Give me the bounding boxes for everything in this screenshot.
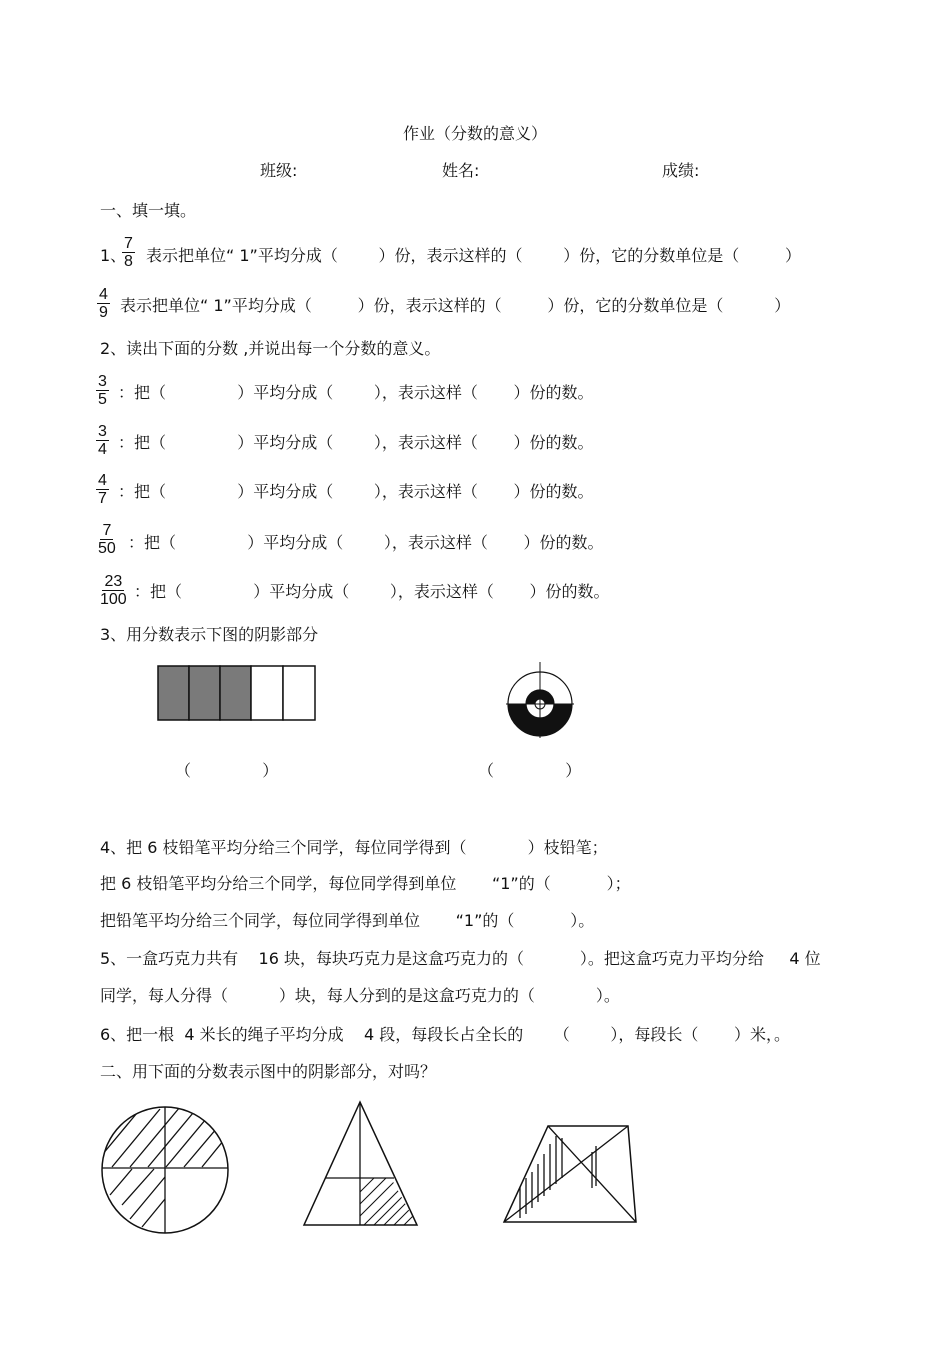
q2-heading: 2、读出下面的分数 ,并说出每一个分数的意义。 bbox=[100, 339, 441, 358]
fraction-numerator: 7 bbox=[102, 522, 112, 539]
fraction-denominator: 50 bbox=[98, 540, 116, 557]
q2-fraction bbox=[96, 522, 118, 557]
fraction-numerator: 4 bbox=[99, 286, 108, 303]
fraction-numerator: 3 bbox=[98, 373, 107, 390]
q2-item-text: ：把（ ）平均分成（ ），表示这样（ ）份的数。 bbox=[128, 533, 604, 552]
q1-fraction-2 bbox=[97, 286, 110, 321]
section-one-heading: 一、填一填。 bbox=[100, 201, 197, 220]
fraction-denominator: 4 bbox=[98, 441, 107, 458]
q3-answer-blank-2: （ ） bbox=[478, 761, 582, 780]
q1-fraction-1 bbox=[122, 235, 135, 270]
q1-prefix: 1、 bbox=[100, 246, 127, 265]
q2-fraction bbox=[96, 472, 109, 507]
shaded-circle-figure bbox=[503, 662, 579, 738]
q2-item-text: ：把（ ）平均分成（ ），表示这样（ ）份的数。 bbox=[118, 383, 594, 402]
section-two-heading: 二、用下面的分数表示图中的阴影部分，对吗？ bbox=[100, 1062, 437, 1081]
fraction-numerator: 3 bbox=[98, 423, 107, 440]
hatched-circle-figure bbox=[100, 1105, 230, 1235]
fraction-numerator: 4 bbox=[98, 472, 107, 489]
q2-fraction bbox=[96, 423, 109, 458]
fraction-numerator: 23 bbox=[104, 573, 123, 590]
q1-text-2: 表示把单位“ 1”平均分成（ ）份，表示这样的（ ）份，它的分数单位是（ ） bbox=[120, 296, 791, 315]
q2-item-text: ：把（ ）平均分成（ ），表示这样（ ）份的数。 bbox=[118, 482, 594, 501]
q2-fraction bbox=[98, 573, 129, 608]
class-label: 班级: bbox=[260, 161, 298, 180]
score-label: 成绩: bbox=[662, 161, 700, 180]
q5-line-1: 5、一盒巧克力共有 16 块，每块巧克力是这盒巧克力的（ ）。把这盒巧克力平均分给 4 位 bbox=[100, 949, 821, 968]
fraction-denominator: 9 bbox=[99, 304, 108, 321]
hatched-triangle-figure bbox=[302, 1100, 422, 1230]
q2-item-text: ：把（ ）平均分成（ ），表示这样（ ）份的数。 bbox=[118, 433, 594, 452]
q2-fraction bbox=[96, 373, 109, 408]
fraction-denominator: 5 bbox=[98, 391, 107, 408]
q4-line-1: 4、把 6 枝铅笔平均分给三个同学，每位同学得到（ ）枝铅笔； bbox=[100, 838, 608, 857]
q3-heading: 3、用分数表示下图的阴影部分 bbox=[100, 625, 319, 644]
page-title: 作业（分数的意义） bbox=[402, 124, 547, 143]
q4-line-3: 把铅笔平均分给三个同学，每位同学得到单位 “1”的（ ）。 bbox=[100, 911, 595, 930]
fraction-denominator: 100 bbox=[100, 591, 127, 608]
name-label: 姓名: bbox=[442, 161, 480, 180]
shaded-rectangle-figure bbox=[157, 665, 317, 721]
q3-answer-blank-1: （ ） bbox=[175, 761, 279, 780]
q5-line-2: 同学，每人分得（ ）块，每人分到的是这盒巧克力的（ ）。 bbox=[100, 986, 620, 1005]
fraction-denominator: 8 bbox=[124, 253, 133, 270]
hatched-trapezoid-figure bbox=[500, 1122, 640, 1226]
q6-line-1: 6、把一根 4 米长的绳子平均分成 4 段，每段长占全长的 （ ），每段长（ ）米，。 bbox=[100, 1025, 791, 1044]
q4-line-2: 把 6 枝铅笔平均分给三个同学，每位同学得到单位 “1”的（ ）； bbox=[100, 874, 631, 893]
q2-item-text: ：把（ ）平均分成（ ），表示这样（ ）份的数。 bbox=[134, 582, 610, 601]
fraction-denominator: 7 bbox=[98, 490, 107, 507]
q1-text-1: 表示把单位“ 1”平均分成（ ）份，表示这样的（ ）份，它的分数单位是（ ） bbox=[146, 246, 801, 265]
fraction-numerator: 7 bbox=[124, 235, 133, 252]
